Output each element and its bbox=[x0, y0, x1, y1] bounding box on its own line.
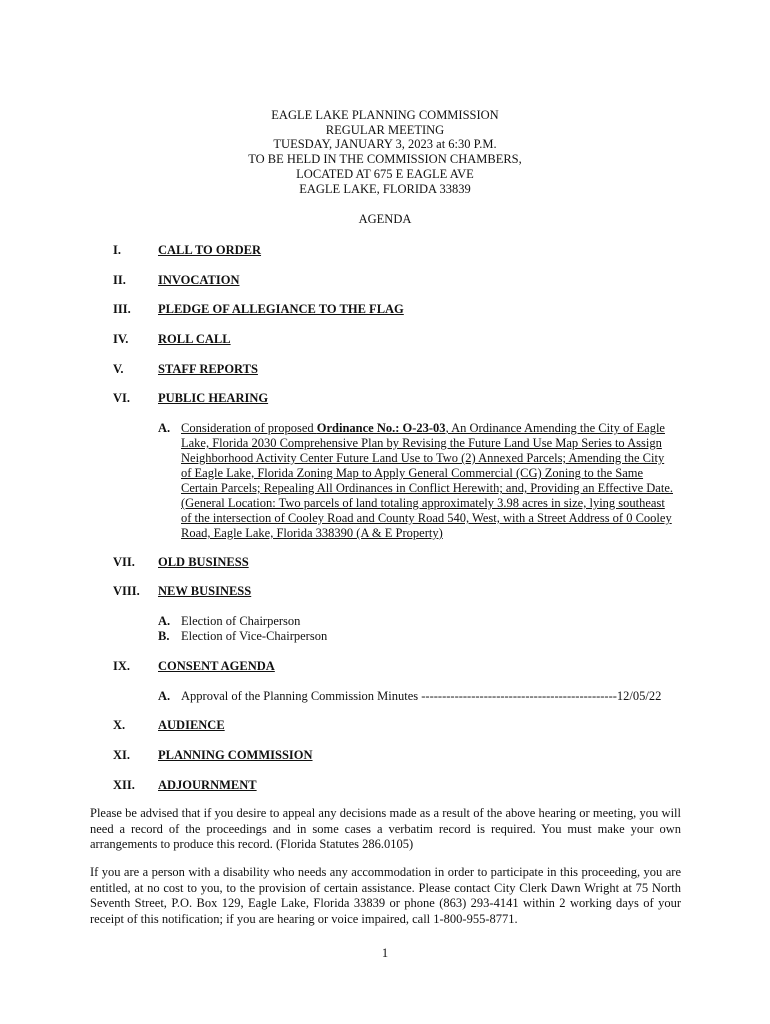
ordinance-line: Lake, Florida 2030 Comprehensive Plan by Revising the Future Land Use Map Series to Assign bbox=[181, 436, 662, 450]
header-line: REGULAR MEETING bbox=[325, 122, 445, 137]
ordinance-line: Road, Eagle Lake, Florida 338390 (A & E Property) bbox=[181, 526, 443, 540]
subitem-text: Approval of the Planning Commission Minutes -----------------------------------------------12/05/22 bbox=[181, 689, 662, 703]
item-number: VIII. bbox=[113, 584, 140, 598]
item-title: CONSENT AGENDA bbox=[158, 659, 275, 673]
ordinance-prefix: Consideration of proposed bbox=[181, 421, 317, 435]
subitem-text: Election of Chairperson bbox=[181, 614, 301, 628]
header-line: TO BE HELD IN THE COMMISSION CHAMBERS, bbox=[248, 152, 522, 167]
ordinance-line: of Eagle Lake, Florida Zoning Map to Apply General Commercial (CG) Zoning to the Same bbox=[181, 466, 644, 480]
ordinance-line: of the intersection of Cooley Road and County Road 540, West, with a Street Address of 0 Cooley bbox=[181, 511, 672, 525]
subitem-letter: A. bbox=[158, 614, 171, 628]
notice-line: Please be advised that if you desire to appeal any decisions made as a result of the above hearing or meeting, you will bbox=[90, 806, 681, 820]
item-number: I. bbox=[113, 243, 121, 257]
item-number: VII. bbox=[113, 555, 135, 569]
item-number: II. bbox=[113, 273, 126, 287]
item-number: XI. bbox=[113, 748, 131, 762]
item-title: OLD BUSINESS bbox=[158, 555, 249, 569]
agenda-title: AGENDA bbox=[358, 212, 412, 226]
notice-line: Seventh Street, P.O. Box 129, Eagle Lake, Florida 33839 or phone (863) 293-4141 within 2 working days of your bbox=[90, 896, 681, 910]
item-number: III. bbox=[113, 302, 131, 316]
item-title: ROLL CALL bbox=[158, 332, 231, 346]
header-line: EAGLE LAKE PLANNING COMMISSION bbox=[271, 108, 499, 122]
item-title: ADJOURNMENT bbox=[158, 778, 257, 792]
meeting-header bbox=[0, 108, 770, 196]
item-number: IX. bbox=[113, 659, 131, 673]
ordinance-line-rest: , An Ordinance Amending the City of Eagle bbox=[445, 421, 665, 435]
page-number: 1 bbox=[381, 946, 389, 960]
notice-line: entitled, at no cost to you, to the provision of certain assistance. Please contact City Clerk Dawn Wright at 75 North bbox=[90, 880, 681, 895]
item-title: PUBLIC HEARING bbox=[158, 391, 269, 405]
notice-line: arrangements to produce this record. (Florida Statutes 286.0105) bbox=[90, 837, 414, 851]
item-title: CALL TO ORDER bbox=[158, 243, 262, 257]
new-business-subitem-a bbox=[158, 614, 683, 629]
subitem-letter: B. bbox=[158, 629, 170, 643]
item-number: X. bbox=[113, 718, 126, 732]
item-number: V. bbox=[113, 362, 124, 376]
disability-notice bbox=[90, 865, 681, 927]
appeal-notice bbox=[90, 806, 681, 853]
item-number: XII. bbox=[113, 778, 135, 792]
notice-line: If you are a person with a disability who needs any accommodation in order to participate in this proceeding, you are bbox=[90, 865, 681, 879]
consent-agenda-subitem-a bbox=[158, 689, 683, 704]
new-business-subitem-b bbox=[158, 629, 683, 644]
subitem-letter: A. bbox=[158, 421, 171, 435]
ordinance-line: Neighborhood Activity Center Future Land Use to Two (2) Annexed Parcels; Amending the City bbox=[181, 451, 665, 465]
item-number: VI. bbox=[113, 391, 131, 405]
item-title: PLANNING COMMISSION bbox=[158, 748, 313, 762]
item-title: INVOCATION bbox=[158, 273, 240, 287]
ordinance-number: Ordinance No.: O-23-03 bbox=[316, 421, 446, 435]
subitem-letter: A. bbox=[158, 689, 171, 703]
item-title: NEW BUSINESS bbox=[158, 584, 252, 598]
ordinance-line: (General Location: Two parcels of land totaling approximately 3.98 acres in size, lying southeast bbox=[181, 496, 665, 510]
subitem-text: Election of Vice-Chairperson bbox=[181, 629, 328, 643]
header-line: LOCATED AT 675 E EAGLE AVE bbox=[296, 166, 474, 181]
public-hearing-subitem bbox=[158, 421, 683, 541]
header-line: TUESDAY, JANUARY 3, 2023 at 6:30 P.M. bbox=[273, 137, 497, 152]
item-title: PLEDGE OF ALLEGIANCE TO THE FLAG bbox=[158, 302, 404, 316]
header-line: EAGLE LAKE, FLORIDA 33839 bbox=[299, 181, 471, 196]
item-number: IV. bbox=[113, 332, 129, 346]
notice-line: need a record of the proceedings and in some cases a verbatim record is required. You must make your own bbox=[90, 821, 681, 836]
ordinance-line bbox=[181, 421, 686, 436]
item-title: STAFF REPORTS bbox=[158, 362, 258, 376]
ordinance-description bbox=[181, 421, 686, 541]
ordinance-line: Certain Parcels; Repealing All Ordinances in Conflict Herewith; and, Providing an Effective Date. bbox=[181, 481, 673, 495]
notice-line: receipt of this notification; if you are hearing or voice impaired, call 1-800-955-8771. bbox=[90, 911, 518, 926]
item-title: AUDIENCE bbox=[158, 718, 225, 732]
